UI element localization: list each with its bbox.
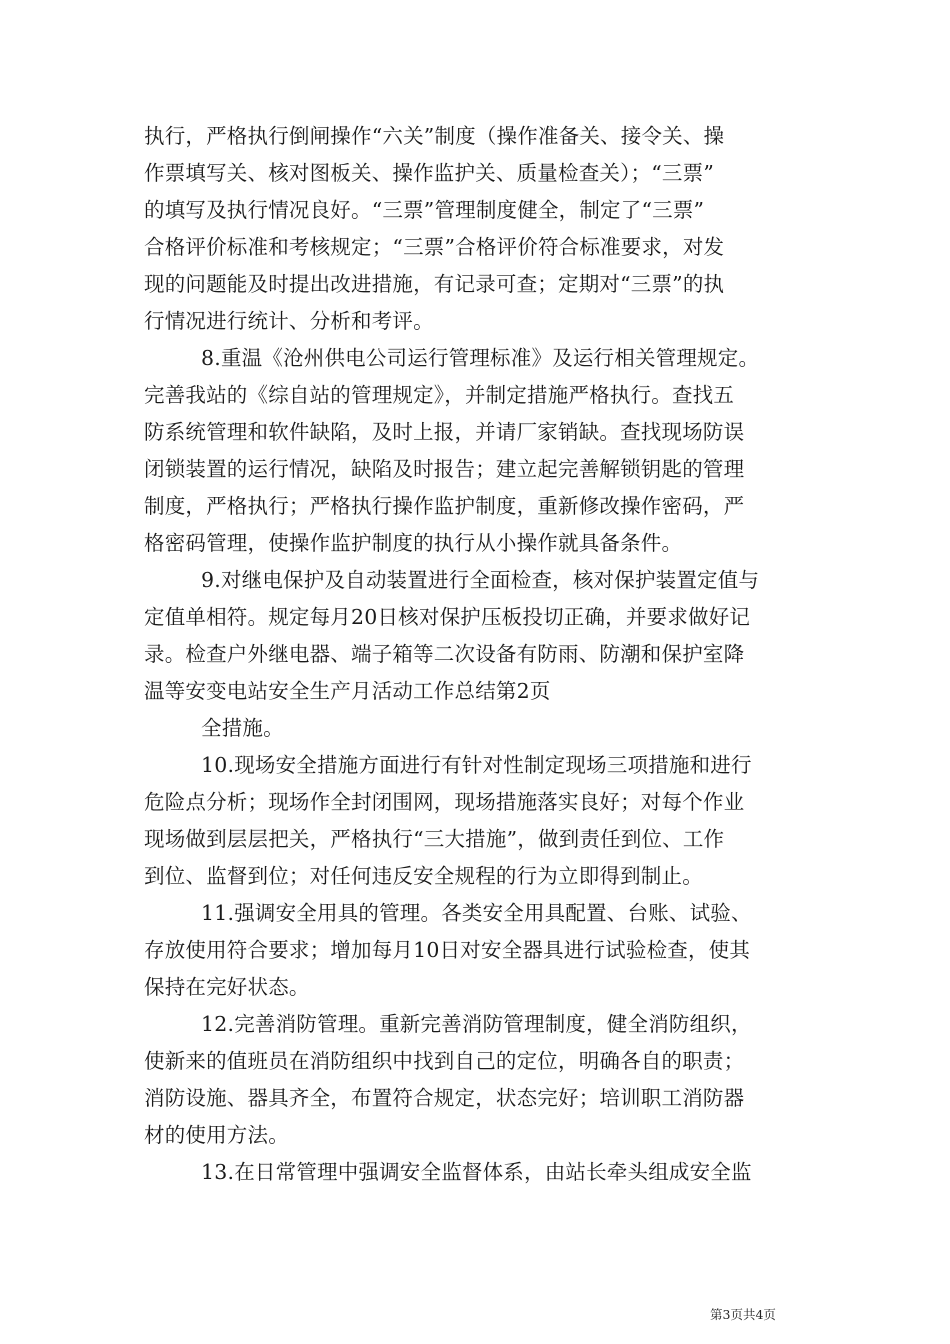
text-line: 到位、监督到位；对任何违反安全规程的行为立即得到制止。	[144, 864, 703, 888]
paragraph-start-line: 8.重温《沧州供电公司运行管理标准》及运行相关管理规定。	[201, 346, 760, 370]
paragraph-start-line: 11.强调安全用具的管理。各类安全用具配置、台账、试验、	[201, 901, 752, 925]
paragraph-start-line: 13.在日常管理中强调安全监督体系，由站长牵头组成安全监	[201, 1160, 752, 1184]
paragraph-start-line: 10.现场安全措施方面进行有针对性制定现场三项措施和进行	[201, 753, 752, 777]
text-line: 行情况进行统计、分析和考评。	[144, 309, 434, 333]
text-line: 制度，严格执行；严格执行操作监护制度，重新修改操作密码，严	[144, 494, 745, 518]
text-line: 执行，严格执行倒闸操作“六关”制度（操作准备关、接令关、操	[144, 124, 725, 148]
text-line: 现场做到层层把关，严格执行“三大措施”，做到责任到位、工作	[144, 827, 725, 851]
text-line: 使新来的值班员在消防组织中找到自己的定位，明确各自的职责；	[144, 1049, 745, 1073]
text-line: 防系统管理和软件缺陷，及时上报，并请厂家销缺。查找现场防误	[144, 420, 745, 444]
text-line: 格密码管理，使操作监护制度的执行从小操作就具备条件。	[144, 531, 683, 555]
text-line: 作票填写关、核对图板关、操作监护关、质量检查关）；“三票”	[144, 161, 715, 185]
paragraph-start-line: 9.对继电保护及自动装置进行全面检查，核对保护装置定值与	[201, 568, 760, 592]
text-line: 现的问题能及时提出改进措施，有记录可查；定期对“三票”的执	[144, 272, 725, 296]
page-number: 第3页共4页	[710, 1307, 776, 1322]
text-line: 录。检查户外继电器、端子箱等二次设备有防雨、防潮和保护室降	[144, 642, 745, 666]
document-body	[144, 118, 808, 1191]
text-line: 合格评价标准和考核规定；“三票”合格评价符合标准要求，对发	[144, 235, 725, 259]
paragraph-start-line: 全措施。	[201, 716, 284, 740]
text-line: 保持在完好状态。	[144, 975, 310, 999]
text-line: 温等安变电站安全生产月活动工作总结第2页	[144, 679, 551, 703]
text-line: 定值单相符。规定每月20日核对保护压板投切正确，并要求做好记	[144, 605, 751, 629]
text-line: 完善我站的《综自站的管理规定》，并制定措施严格执行。查找五	[144, 383, 735, 407]
text-line: 材的使用方法。	[144, 1123, 289, 1147]
text-line: 危险点分析；现场作全封闭围网，现场措施落实良好；对每个作业	[144, 790, 745, 814]
paragraph-start-line: 12.完善消防管理。重新完善消防管理制度，健全消防组织，	[201, 1012, 752, 1036]
text-line: 闭锁装置的运行情况，缺陷及时报告；建立起完善解锁钥匙的管理	[144, 457, 745, 481]
text-line: 消防设施、器具齐全，布置符合规定，状态完好；培训职工消防器	[144, 1086, 745, 1110]
text-line: 的填写及执行情况良好。“三票”管理制度健全，制定了“三票”	[144, 198, 705, 222]
text-line: 存放使用符合要求；增加每月10日对安全器具进行试验检查，使其	[144, 938, 751, 962]
